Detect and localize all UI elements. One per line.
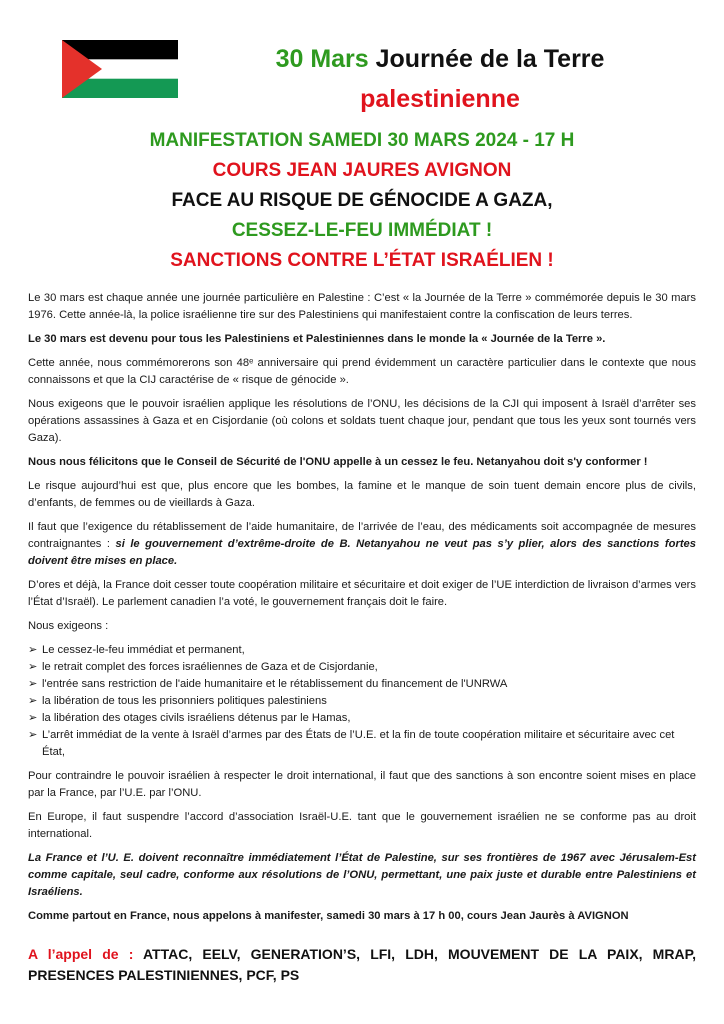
paragraph: D’ores et déjà, la France doit cesser toute coopération militaire et sécuritaire et doit exiger de l’UE interdiction de livraison d’armes vers l’État d’Israël). Le parlement canadien l’a voté, le gouvernement français doit le faire. bbox=[28, 579, 696, 608]
arrow-bullet-icon: ➢ bbox=[28, 661, 38, 673]
paragraph-bold: Le 30 mars est devenu pour tous les Palestiniens et Palestiniennes dans le monde la « Journée de la Terre ». bbox=[28, 333, 606, 345]
arrow-bullet-icon: ➢ bbox=[28, 678, 38, 690]
title-text: Journée de la Terre bbox=[368, 45, 605, 73]
subtitle-sanctions: SANCTIONS CONTRE L’ÉTAT ISRAÉLIEN ! bbox=[170, 250, 554, 271]
list-item: ➢ le retrait complet des forces israéliennes de Gaza et de Cisjordanie, bbox=[28, 659, 696, 676]
main-title bbox=[180, 44, 700, 74]
paragraph-bold: Comme partout en France, nous appelons à manifester, samedi 30 mars à 17 h 00, cours Jean Jaurès à AVIGNON bbox=[28, 910, 629, 922]
subtitle-location: COURS JEAN JAURES AVIGNON bbox=[212, 160, 512, 181]
paragraph: En Europe, il faut suspendre l’accord d’association Israël-U.E. tant que le gouvernement israélien ne se conforme pas au droit international. bbox=[28, 811, 696, 840]
body-text bbox=[28, 290, 696, 932]
list-item: ➢ la libération de tous les prisonniers politiques palestiniens bbox=[28, 693, 696, 710]
paragraph-bold: Nous nous félicitons que le Conseil de Sécurité de l'ONU appelle à un cessez le feu. Netanyahou doit s'y conformer ! bbox=[28, 456, 648, 468]
demands-list bbox=[28, 642, 696, 761]
list-item: ➢ l'entrée sans restriction de l'aide humanitaire et le rétablissement du financement de l'UNRWA bbox=[28, 676, 696, 693]
paragraph: Le 30 mars est chaque année une journée particulière en Palestine : C’est « la Journée de la Terre » commémorée depuis le 30 mars 1976. Cette année-là, la police israélienne tire sur des Palestiniens qui manifestaient contre la confiscation de leurs terres. bbox=[28, 292, 696, 321]
paragraph: Cette année, nous commémorerons son 48ᵉ anniversaire qui prend évidemment un caractère particulier dans le contexte que nous connaissons et que la CIJ caractérise de « risque de génocide ». bbox=[28, 357, 696, 386]
paragraph: Le risque aujourd’hui est que, plus encore que les bombes, la famine et le manque de soin tuent demain encore plus de civils, d’enfants, de femmes ou de vieillards à Gaza. bbox=[28, 480, 696, 509]
arrow-bullet-icon: ➢ bbox=[28, 695, 38, 707]
arrow-bullet-icon: ➢ bbox=[28, 729, 38, 741]
palestinian-flag bbox=[62, 40, 178, 98]
paragraph: Nous exigeons que le pouvoir israélien applique les résolutions de l’ONU, les décisions de la CJI qui imposent à Israël d’arrêter ses opérations assassines à Gaza et en Cisjordanie (où colons et soldats tuent chaque jour, pendant que tous les yeux sont tournés vers Gaza). bbox=[28, 398, 696, 444]
title-line2: palestinienne bbox=[360, 85, 520, 113]
subtitle-genocide: FACE AU RISQUE DE GÉNOCIDE A GAZA, bbox=[171, 190, 553, 211]
paragraph: Pour contraindre le pouvoir israélien à respecter le droit international, il faut que des sanctions à son encontre soient mises en place par la France, par l’U.E. par l’ONU. bbox=[28, 770, 696, 799]
paragraph bbox=[28, 519, 696, 570]
paragraph-text: Il faut que l’exigence du rétablissement de l’aide humanitaire, de l’arrivée de l’eau, des médicaments soit accompagnée de mesures contraignantes : bbox=[28, 521, 696, 550]
subtitle-ceasefire: CESSEZ-LE-FEU IMMÉDIAT ! bbox=[231, 220, 493, 241]
paragraph-emphasis: si le gouvernement d’extrême-droite de B. Netanyahou ne veut pas s’y plier, alors des sanctions fortes doivent être mises en place. bbox=[28, 538, 696, 567]
organizers-label: A l’appel de : bbox=[28, 946, 143, 962]
arrow-bullet-icon: ➢ bbox=[28, 644, 38, 656]
list-item: ➢ Le cessez-le-feu immédiat et permanent, bbox=[28, 642, 696, 659]
paragraph: Nous exigeons : bbox=[28, 620, 109, 632]
subtitle-event: MANIFESTATION SAMEDI 30 MARS 2024 - 17 H bbox=[149, 130, 575, 151]
arrow-bullet-icon: ➢ bbox=[28, 712, 38, 724]
title-date: 30 Mars bbox=[275, 45, 369, 73]
list-item: ➢ L’arrêt immédiat de la vente à Israël d’armes par des États de l’U.E. et la fin de toute coopération militaire et sécuritaire avec cet État, bbox=[28, 729, 675, 758]
paragraph-emphasis: La France et l’U. E. doivent reconnaître immédiatement l’État de Palestine, sur ses frontières de 1967 avec Jérusalem-Est comme capitale, seul cadre, conforme aux résolutions de l’ONU, permettant, une paix juste et durable entre Palestiniens et Israéliens. bbox=[28, 852, 696, 898]
list-item: ➢ la libération des otages civils israéliens détenus par le Hamas, bbox=[28, 710, 696, 727]
organizers bbox=[28, 944, 696, 986]
organizers-list: ATTAC, EELV, GENERATION’S, LFI, LDH, MOUVEMENT DE LA PAIX, MRAP, PRESENCES PALESTINIENNES, PCF, PS bbox=[28, 946, 696, 983]
